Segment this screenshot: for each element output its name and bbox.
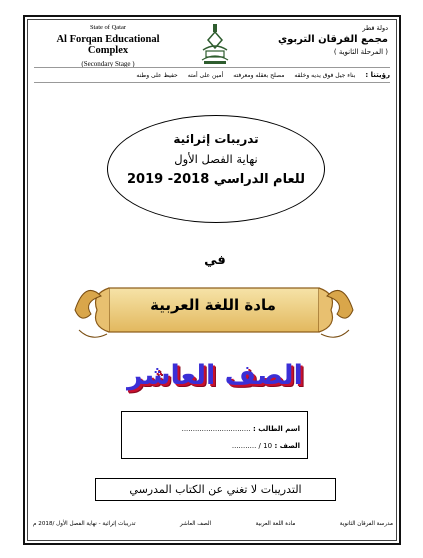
footer-exam: تدريبات إثرائية - نهاية الفصل الأول /2018 م [33, 521, 136, 527]
footer-grade: الصف العاشر [180, 521, 212, 527]
vision-bar [34, 67, 390, 83]
stage-en: (Secondary Stage ) [81, 60, 135, 68]
subject-title: مادة اللغة العربية [150, 296, 276, 314]
student-class-row [132, 442, 300, 450]
fi-word: في [204, 253, 226, 268]
title-line-2: نهاية الفصل الأول [174, 152, 258, 166]
title-line-3: للعام الدراسي 2018- 2019 [126, 172, 305, 187]
vision-item: أمين على أمته [187, 71, 224, 79]
school-title-en: Al Forqan Educational Complex [56, 34, 160, 56]
class-label: الصف : [274, 442, 300, 450]
vision-item: مصلح بعقله ومعرفته [233, 71, 285, 79]
footer-subject: مادة اللغة العربية [255, 521, 296, 527]
textbook-note: التدريبات لا تغني عن الكتاب المدرسي [95, 478, 336, 501]
stage-ar: ( المرحلة الثانوية ) [333, 48, 388, 56]
grade-title: الصف العاشر [127, 360, 303, 391]
title-line-1: تدريبات إثرائية [173, 132, 259, 146]
footer-school: مدرسة الفرقان الثانوية [339, 521, 393, 527]
student-name-row [132, 425, 300, 433]
vision-item: بناء جيل فوق يديه وخلقه [294, 71, 356, 79]
school-title-ar: مجمع الفرقان التربوي [277, 34, 388, 45]
state-en: State of Qatar [89, 24, 127, 31]
student-info-box [121, 411, 308, 459]
title-block [107, 132, 325, 187]
state-ar: دولة قطر [362, 24, 388, 32]
student-name-field[interactable]: ............................... [181, 425, 251, 433]
header-arabic [258, 24, 388, 56]
student-name-label: اسم الطالب : [253, 425, 300, 433]
school-logo-icon [200, 22, 230, 66]
header-english [38, 24, 178, 68]
page-footer [33, 521, 393, 527]
class-field[interactable]: 10 / ........... [231, 442, 273, 450]
vision-label: رؤيتنا : [365, 71, 390, 79]
vision-item: حفيظ على وطنه [136, 71, 178, 79]
